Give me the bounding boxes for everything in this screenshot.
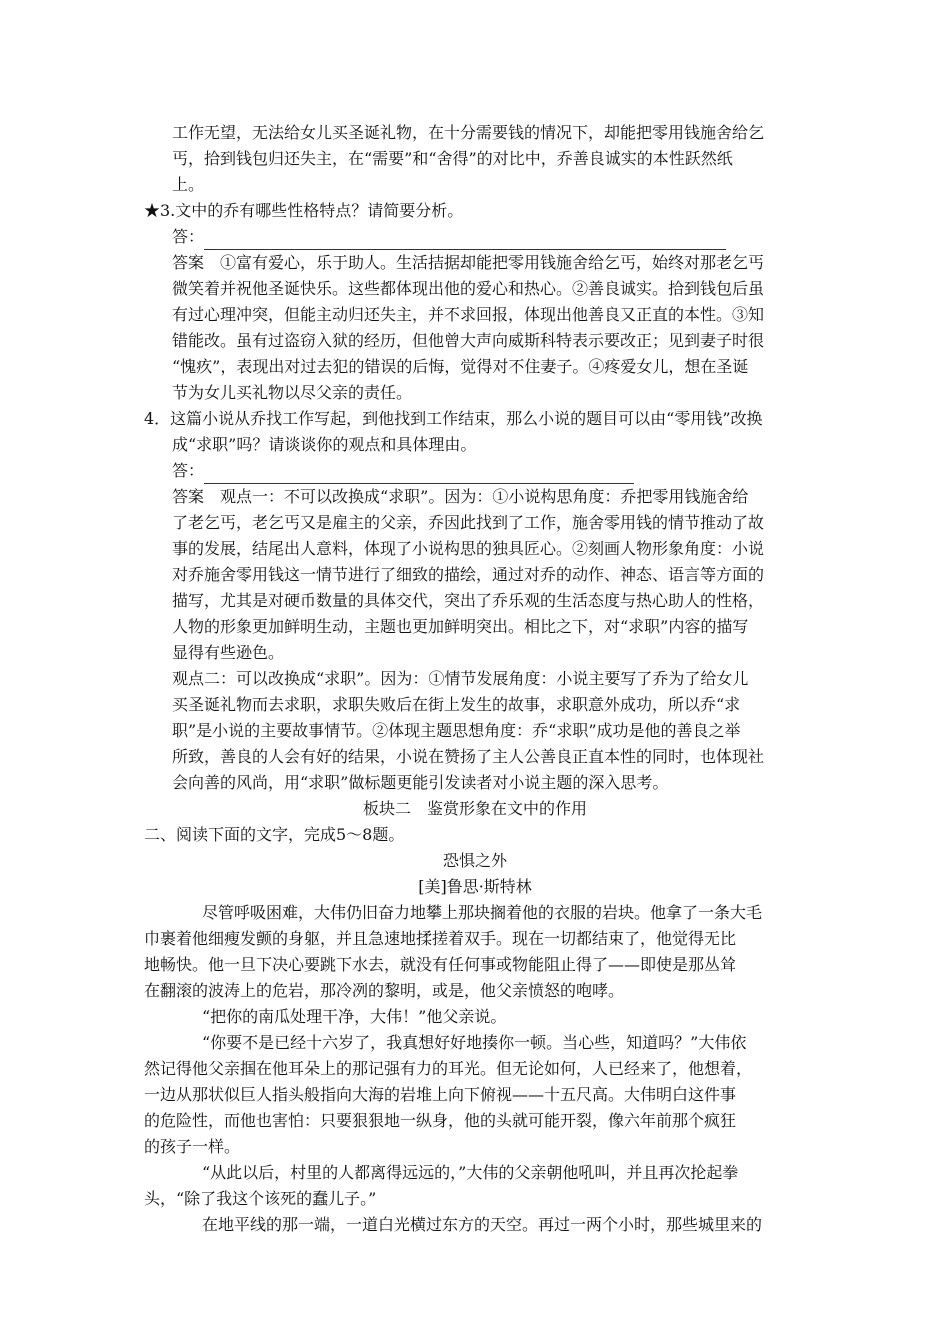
text-line: 显得有些逊色。 (172, 643, 285, 662)
section-heading: 板块二 鉴赏形象在文中的作用 (362, 799, 587, 818)
text-line: “从此以后，村里的人都离得远远的，”大伟的父亲朝他吼叫，并且再次抡起拳 (202, 1163, 739, 1182)
text-line: 上。 (172, 175, 205, 194)
text-line: 答案 ①富有爱心，乐于助人。生活拮据却能把零用钱施舍给乞丐，始终对那老乞丐 (172, 253, 765, 272)
text-line: 工作无望，无法给女儿买圣诞礼物，在十分需要钱的情况下，却能把零用钱施舍给乞 (172, 123, 765, 142)
text-line: 观点二：可以改换成“求职”。因为：①情节发展角度：小说主要写了乔为了给女儿 (172, 669, 749, 688)
answer-label: 答： (172, 461, 205, 480)
text-line: “把你的南瓜处理干净，大伟！”他父亲说。 (202, 1007, 507, 1026)
text-line: 职”是小说的主要故事情节。②体现主题思想角度：乔“求职”成功是他的善良之举 (172, 721, 741, 740)
text-line: 会向善的风尚，用“求职”做标题更能引发读者对小说主题的深入思考。 (172, 773, 669, 792)
text-line: 的危险性，而他也害怕：只要狠狠地一纵身，他的头就可能开裂，像六年前那个疯狂 (144, 1111, 737, 1130)
passage-author: [美]鲁思·斯特林 (418, 877, 532, 896)
text-line: 成“求职”吗？请谈谈你的观点和具体理由。 (172, 435, 477, 454)
text-line: 然记得他父亲掴在他耳朵上的那记强有力的耳光。但无论如何，人已经来了，他想着， (144, 1059, 753, 1078)
text-line: 微笑着并祝他圣诞快乐。这些都体现出他的爱心和热心。②善良诚实。拾到钱包后虽 (172, 279, 765, 298)
text-line: “愧疚”，表现出对过去犯的错误的后悔，觉得对不住妻子。④疼爱女儿，想在圣诞 (172, 357, 749, 376)
answer-blank (204, 463, 634, 484)
answer-blank (204, 229, 726, 250)
text-line: 事的发展，结尾出人意料，体现了小说构思的独具匠心。②刻画人物形象角度：小说 (172, 539, 765, 558)
text-line: 头，“除了我这个该死的蠢儿子。” (144, 1189, 377, 1208)
text-line: 尽管呼吸困难，大伟仍旧奋力地攀上那块搁着他的衣服的岩块。他拿了一条大毛 (202, 903, 763, 922)
text-line: 节为女儿买礼物以尽父亲的责任。 (172, 383, 413, 402)
passage-body (144, 900, 762, 1238)
text-line: 一边从那状似巨人指头般指向大海的岩堆上向下俯视——十五尺高。大伟明白这件事 (144, 1085, 737, 1104)
answer-line-3 (172, 224, 726, 250)
text-line: 有过心理冲突，但能主动归还失主，并不求回报，体现出他善良又正直的本性。③知 (172, 305, 765, 324)
text-line: 了老乞丐，老乞丐又是雇主的父亲，乔因此找到了工作，施舍零用钱的情节推动了故 (172, 513, 765, 532)
text-line: 买圣诞礼物而去求职，求职失败后在街上发生的故事，求职意外成功，所以乔“求 (172, 695, 741, 714)
question-3: ★3.文中的乔有哪些性格特点？请简要分析。 (144, 201, 464, 220)
answer-label: 答： (172, 227, 205, 246)
q2-answer-tail (172, 120, 764, 198)
answer-line-4 (172, 458, 634, 484)
text-line: 地畅快。他一旦下决心要跳下水去，就没有任何事或物能阻止得了——即使是那丛耸 (144, 955, 737, 974)
text-line: “你要不是已经十六岁了，我真想好好地揍你一顿。当心些，知道吗？”大伟依 (202, 1033, 747, 1052)
text-line: 巾裹着他细瘦发颤的身躯，并且急速地揉搓着双手。现在一切都结束了，他觉得无比 (144, 929, 737, 948)
text-line: 答案 观点一：不可以改换成“求职”。因为：①小说构思角度：乔把零用钱施舍给 (172, 487, 749, 506)
text-line: 所致，善良的人会有好的结果，小说在赞扬了主人公善良正直本性的同时，也体现社 (172, 747, 765, 766)
text-line: 在翻滚的波涛上的危岩，那冷冽的黎明，或是，他父亲愤怒的咆哮。 (144, 981, 625, 1000)
text-line: 在地平线的那一端，一道白光横过东方的天空。再过一两个小时，那些城里来的 (202, 1215, 763, 1234)
text-line: 4．这篇小说从乔找工作写起，到他找到工作结束，那么小说的题目可以由“零用钱”改换 (144, 409, 763, 428)
text-line: 的孩子一样。 (144, 1137, 241, 1156)
text-line: 对乔施舍零用钱这一情节进行了细致的描绘，通过对乔的动作、神态、语言等方面的 (172, 565, 765, 584)
text-line: 错能改。虽有过盗窃入狱的经历，但他曾大声向威斯科特表示要改正；见到妻子时很 (172, 331, 765, 350)
text-line: 描写，尤其是对硬币数量的具体交代，突出了乔乐观的生活态度与热心助人的性格， (172, 591, 765, 610)
question-4 (144, 406, 763, 458)
passage-title: 恐惧之外 (442, 851, 507, 870)
answer-3 (172, 250, 764, 406)
answer-4 (172, 484, 764, 796)
text-line: 丐，拾到钱包归还失主，在“需要”和“舍得”的对比中，乔善良诚实的本性跃然纸 (172, 149, 733, 168)
text-line: 人物的形象更加鲜明生动，主题也更加鲜明突出。相比之下，对“求职”内容的描写 (172, 617, 749, 636)
section-instruction: 二、阅读下面的文字，完成5～8题。 (144, 825, 405, 844)
